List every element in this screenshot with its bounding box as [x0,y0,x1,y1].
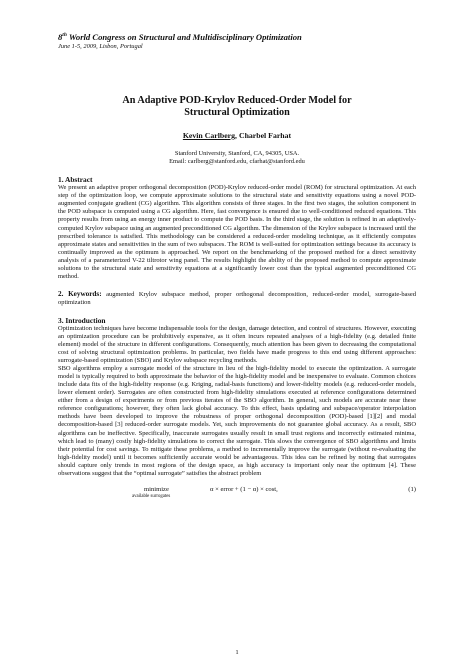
introduction-paragraph-2: SBO algorithms employ a surrogate model of the structure in lieu of the high-fidelity model to execute the optimization. A surrogate model is typically required to both approximate the behavior of the high-fidelity model and be inexpensive to evaluate. Common choices include data fits of the high-fidelity response (e.g. Kriging, radial-basis functions) and lower-fidelity models (e.g. reduced-order models, lower element order). Surrogates are often constructed from high-fidelity simulations executed at reference configurations determined either from a design of experiments or from previous iterates of the SBO algorithm. In general, such models are accurate near these reference configurations; however, they often lack global accuracy. To this effect, basis updating and subspace/operator interpolation methods have been developed to improve the robustness of proper orthogonal decomposition (POD)-based [1][2] and modal decomposition-based [3] reduced-order surrogate models. Yet, such improvements do not guarantee global accuracy. As a result, SBO algorithms can be ineffective. Specifically, inaccurate surrogates usually result in small trust regions and incorrectly estimated minima, which lead to (many) costly high-fidelity simulations to correct the surrogate. This slows the convergence of SBO algorithms and limits their potential for cost savings. To mitigate these problems, a method to incrementally improve the surrogate (without re-evaluating the high-fidelity model) until it becomes sufficiently accurate would be advantageous. This idea can be refined by noting that surrogates should capture only trends in most regions of the design space, as high accuracy is important only near the optimum [4]. These observations suggest that the “optimal surrogate” satisfies the abstract problem [58,365,416,477]
author-presenting: Kevin Carlberg [182,130,236,140]
abstract-heading: 1. Abstract [58,175,93,185]
title-line-1: An Adaptive POD-Krylov Reduced-Order Model for [122,94,352,106]
keywords-label: 2. Keywords: [58,289,102,298]
author-separator: , [235,130,239,140]
introduction-heading: 3. Introduction [58,315,106,325]
conference-name: World Congress on Structural and Multidisciplinary Optimization [68,31,302,42]
title-line-2: Structural Optimization [184,106,290,118]
author-emails: Email: carlberg@stanford.edu, cfarhat@stanford.edu [169,158,305,166]
equation-number: (1) [408,485,416,493]
abstract-text: We present an adaptive proper orthogonal decomposition (POD)-Krylov reduced-order model (ROM) for structural optimization. At each step of the optimization loop, we compute approximate solutions to the structural state and sensitivity equations using a novel POD-augmented conjugate gradient (CG) algorithm. This algorithm consists of three stages. In the first two stages, the solution component in the POD subspace is computed using a CG algorithm. Here, fast convergence is ensured due to well-conditioned reduced equations. This property results from using an energy inner product to compute the POD basis. In the third stage, the solution is refined in an adaptively-computed Krylov subspace using an augmented preconditioned CG algorithm. The dimension of the Krylov subspace is increased until the prescribed tolerance is satisfied. This methodology can be considered a reduced-order modeling technique, as it efficiently computes approximate states and sensitivities in the sum of two subspaces. The ROM is well-suited for optimization settings because its accuracy is continually improved as the optimum is approached. We report on the benchmarking of the proposed method for a direct sensitivity analysis of a parameterized V-22 tiltrotor wing panel. The results highlight the ability of the proposed method to compute approximate solutions to the structural state and sensitivity equations at a significantly lower cost than the typical augmented preconditioned CG method. [58,184,416,280]
equation-subscript: available surrogates [132,493,171,499]
equation-expression: α × error + (1 − α) × cost, [210,485,278,493]
equation-operator: minimize [144,485,169,493]
introduction-paragraph-1: Optimization techniques have become indispensable tools for the design, damage detection, and control of structures. However, executing an optimization procedure can be prohibitively expensive, as it often incurs repeated analyses of a high-fidelity (e.g. detailed finite element) model of the structure in different configurations. Consequently, much attention has been given to decreasing the computational cost of solving structural optimization problems. In particular, two fields have made progress to this end using different approaches: surrogate-based optimization (SBO) and Krylov subspace recycling methods. [58,324,416,365]
keywords-block [58,290,416,307]
affiliation-block [58,150,416,166]
author-coauthor: Charbel Farhat [238,130,292,140]
keywords-text: augmented Krylov subspace method, proper orthogonal decomposition, reduced-order model, surrogate-based optimization [58,290,416,306]
paper-title [58,95,416,119]
conference-date-location: June 1-5, 2009, Lisbon, Portugal [58,42,143,50]
conference-ordinal-suffix: th [62,32,67,38]
equation-1 [58,483,416,505]
affiliation: Stanford University, Stanford, CA, 94305, USA. [174,149,300,157]
page-number: 1 [235,649,239,656]
conference-header [58,30,416,42]
conference-ordinal: 8 [58,31,63,42]
author-list [58,131,416,141]
